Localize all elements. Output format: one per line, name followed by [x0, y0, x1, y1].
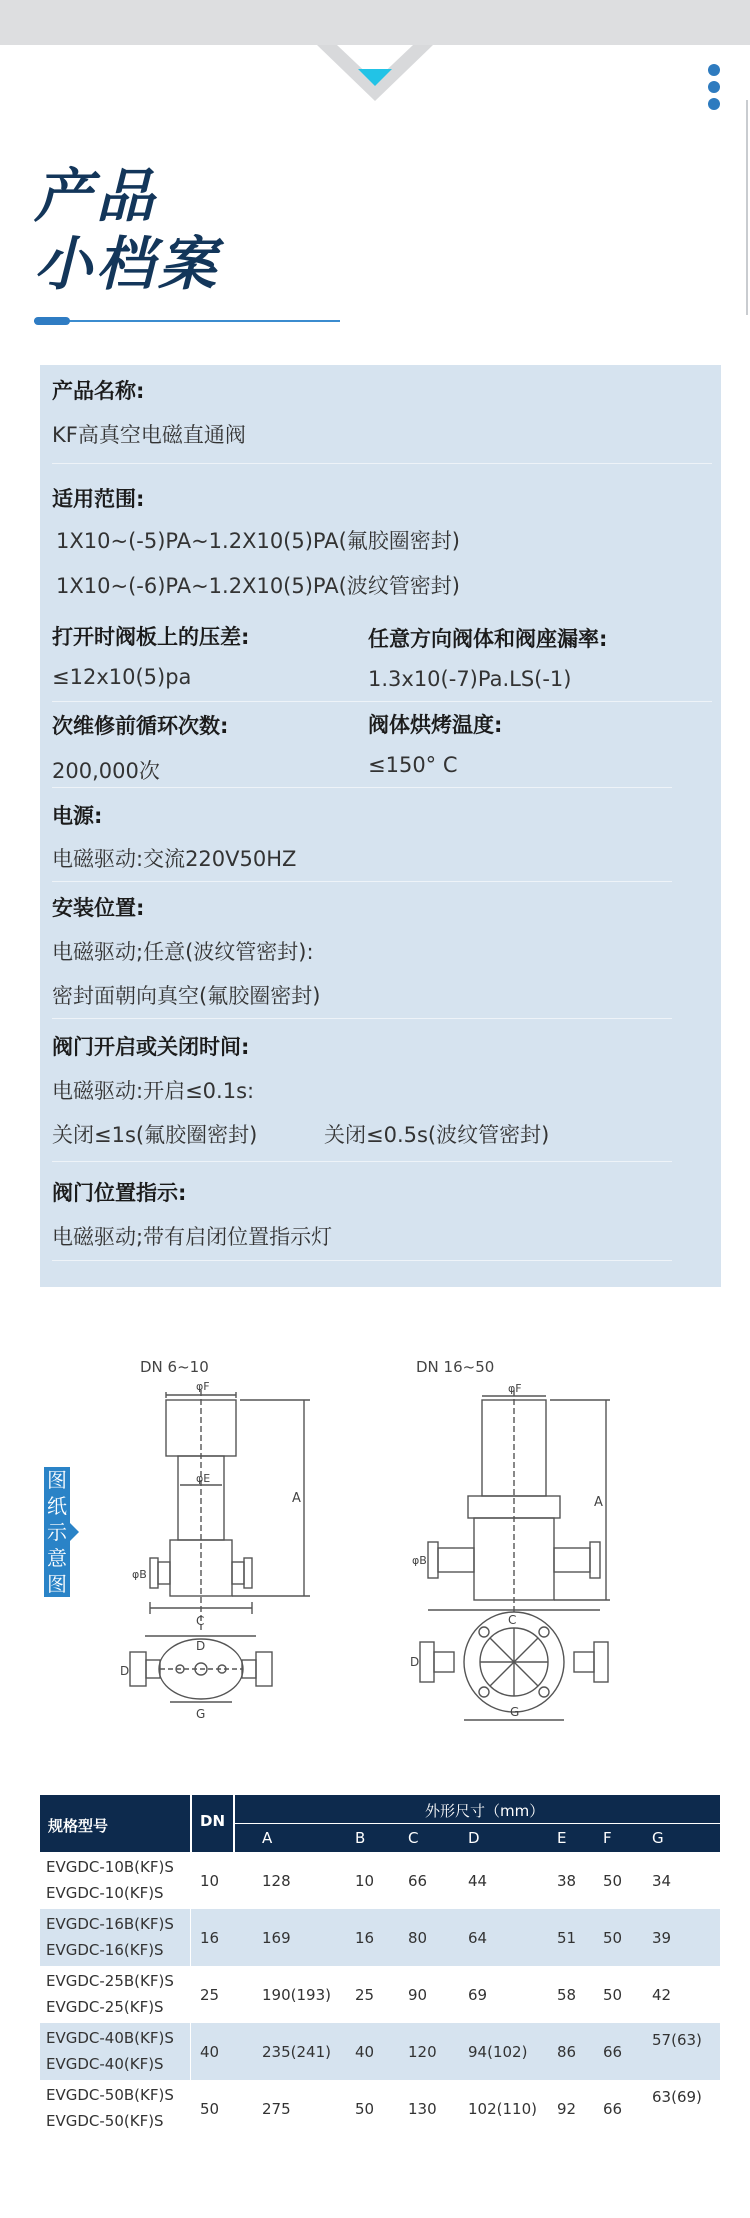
divider [52, 1260, 672, 1261]
dim-label: C [196, 1614, 205, 1628]
value-cell-a: 235(241) [262, 2043, 331, 2061]
row-divider [190, 1966, 191, 2023]
left-caption: DN 6~10 [140, 1358, 209, 1376]
time-value-2a: 关闭≤1s(氟胶圈密封) [52, 1123, 258, 1147]
dim-label: D [410, 1655, 420, 1669]
value-cell-b: 50 [355, 2100, 375, 2118]
header-model: 规格型号 [48, 1817, 109, 1835]
header-divider [190, 1795, 192, 1852]
install-label: 安装位置: [52, 896, 145, 920]
divider [52, 701, 712, 702]
value-cell-g: 57(63) [652, 2031, 702, 2049]
dim-label: C [508, 1613, 517, 1627]
time-value-1: 电磁驱动:开启≤0.1s: [52, 1079, 255, 1103]
side-tab-arrow [70, 1523, 79, 1541]
bake-value: ≤150° C [368, 753, 458, 777]
tab-char: 纸 [47, 1494, 67, 1518]
model-cell: EVGDC-40B(KF)S [46, 2029, 174, 2047]
value-cell-f: 50 [603, 1986, 623, 2004]
model-cell: EVGDC-40(KF)S [46, 2055, 164, 2073]
range-label: 适用范围: [52, 487, 145, 511]
sub-header-b: B [355, 1829, 366, 1847]
divider [52, 881, 672, 882]
power-value: 电磁驱动:交流220V50HZ [52, 847, 297, 871]
sub-header-d: D [468, 1829, 480, 1847]
valve-drawing-left [120, 1350, 340, 1730]
value-cell-e: 38 [557, 1872, 577, 1890]
value-cell-c: 66 [408, 1872, 428, 1890]
header-dn: DN [200, 1812, 226, 1830]
value-cell-f: 66 [603, 2043, 623, 2061]
right-caption: DN 16~50 [416, 1358, 495, 1376]
model-cell: EVGDC-16(KF)S [46, 1941, 164, 1959]
tab-char: 图 [47, 1572, 67, 1596]
value-cell-f: 50 [603, 1929, 623, 1947]
indicator-value: 电磁驱动;带有启闭位置指示灯 [52, 1225, 333, 1249]
dim-label: φE [196, 1472, 211, 1485]
value-cell-g: 39 [652, 1929, 672, 1947]
dim-label: φB [412, 1554, 427, 1567]
value-cell-c: 90 [408, 1986, 428, 2004]
divider [52, 787, 672, 788]
dim-label: φB [132, 1568, 147, 1581]
value-cell-e: 86 [557, 2043, 577, 2061]
model-cell: EVGDC-10(KF)S [46, 1884, 164, 1902]
row-divider [190, 2023, 191, 2080]
power-label: 电源: [52, 804, 103, 828]
tab-char: 意 [47, 1546, 67, 1570]
row-divider [190, 1909, 191, 1966]
value-cell-a: 169 [262, 1929, 291, 1947]
dim-label: φF [196, 1380, 210, 1393]
table-row [40, 2080, 720, 2137]
model-cell: EVGDC-50(KF)S [46, 2112, 164, 2130]
top-bar [0, 0, 750, 45]
time-value-2b: 关闭≤0.5s(波纹管密封) [324, 1123, 550, 1147]
value-cell-a: 128 [262, 1872, 291, 1890]
title-line-1: 产品 [34, 162, 159, 230]
dim-label: D [196, 1639, 206, 1653]
row-divider [190, 1852, 191, 1909]
model-cell: EVGDC-25(KF)S [46, 1998, 164, 2016]
model-cell: EVGDC-10B(KF)S [46, 1858, 174, 1876]
sub-header-f: F [603, 1829, 612, 1847]
spec-table [40, 1795, 720, 2138]
header-dims: 外形尺寸（mm） [425, 1802, 545, 1820]
drawing-side-tab [44, 1467, 70, 1597]
cycles-value: 200,000次 [52, 759, 160, 783]
page-title [34, 162, 220, 298]
range-value-1: 1X10~(-5)PA~1.2X10(5)PA(氟胶圈密封) [56, 529, 460, 553]
tab-char: 图 [47, 1468, 67, 1492]
side-divider [746, 100, 748, 315]
value-cell-e: 51 [557, 1929, 577, 1947]
leak-value: 1.3x10(-7)Pa.LS(-1) [368, 667, 572, 691]
divider [52, 463, 712, 464]
chevron-down-icon [358, 69, 392, 86]
value-cell-f: 50 [603, 1872, 623, 1890]
dim-label: φF [508, 1382, 522, 1395]
value-cell-c: 120 [408, 2043, 437, 2061]
dim-label: A [594, 1495, 603, 1510]
value-cell-c: 80 [408, 1929, 428, 1947]
header-divider [235, 1823, 720, 1824]
table-row [40, 1852, 720, 1909]
pressure-label: 打开时阀板上的压差: [52, 625, 250, 649]
value-cell-g: 34 [652, 1872, 672, 1890]
value-cell-b: 40 [355, 2043, 375, 2061]
dim-label: G [196, 1707, 206, 1721]
value-cell-d: 69 [468, 1986, 488, 2004]
sub-header-e: E [557, 1829, 567, 1847]
divider [52, 1018, 672, 1019]
name-label: 产品名称: [52, 379, 145, 403]
sub-header-a: A [262, 1829, 273, 1847]
row-divider [190, 2080, 191, 2137]
value-cell-d: 102(110) [468, 2100, 537, 2118]
dim-label: G [510, 1705, 520, 1719]
indicator-label: 阀门位置指示: [52, 1181, 187, 1205]
value-cell-a: 275 [262, 2100, 291, 2118]
title-underline [34, 320, 340, 322]
range-value-2: 1X10~(-6)PA~1.2X10(5)PA(波纹管密封) [56, 574, 460, 598]
value-cell-c: 130 [408, 2100, 437, 2118]
dn-cell: 50 [200, 2100, 220, 2118]
model-cell: EVGDC-50B(KF)S [46, 2086, 174, 2104]
leak-label: 任意方向阀体和阀座漏率: [368, 627, 608, 651]
value-cell-a: 190(193) [262, 1986, 331, 2004]
sub-header-g: G [652, 1829, 664, 1847]
dn-cell: 16 [200, 1929, 220, 1947]
bake-label: 阀体烘烤温度: [368, 713, 503, 737]
divider [52, 1161, 672, 1162]
value-cell-d: 44 [468, 1872, 488, 1890]
install-value-2: 密封面朝向真空(氟胶圈密封) [52, 984, 321, 1008]
value-cell-b: 25 [355, 1986, 375, 2004]
dn-cell: 40 [200, 2043, 220, 2061]
time-label: 阀门开启或关闭时间: [52, 1035, 250, 1059]
dim-label: A [292, 1491, 301, 1506]
table-row [40, 1909, 720, 1966]
table-row [40, 2023, 720, 2080]
value-cell-g: 63(69) [652, 2088, 702, 2106]
install-value-1: 电磁驱动;任意(波纹管密封): [52, 940, 314, 964]
value-cell-e: 92 [557, 2100, 577, 2118]
value-cell-d: 64 [468, 1929, 488, 1947]
value-cell-g: 42 [652, 1986, 672, 2004]
product-profile-panel [40, 365, 721, 1287]
title-line-2: 小档案 [34, 230, 221, 298]
pressure-value: ≤12x10(5)pa [52, 665, 192, 689]
model-cell: EVGDC-25B(KF)S [46, 1972, 174, 1990]
dn-cell: 10 [200, 1872, 220, 1890]
valve-drawing-right [410, 1352, 640, 1732]
value-cell-b: 16 [355, 1929, 375, 1947]
value-cell-f: 66 [603, 2100, 623, 2118]
cycles-label: 次维修前循环次数: [52, 714, 229, 738]
value-cell-d: 94(102) [468, 2043, 528, 2061]
dn-cell: 25 [200, 1986, 220, 2004]
title-underline-accent [34, 317, 70, 325]
table-row [40, 1966, 720, 2023]
more-menu-icon[interactable] [708, 64, 722, 115]
sub-header-c: C [408, 1829, 419, 1847]
value-cell-e: 58 [557, 1986, 577, 2004]
tab-char: 示 [47, 1520, 67, 1544]
dim-label: D [120, 1664, 130, 1678]
name-value: KF高真空电磁直通阀 [52, 423, 246, 447]
model-cell: EVGDC-16B(KF)S [46, 1915, 174, 1933]
value-cell-b: 10 [355, 1872, 375, 1890]
